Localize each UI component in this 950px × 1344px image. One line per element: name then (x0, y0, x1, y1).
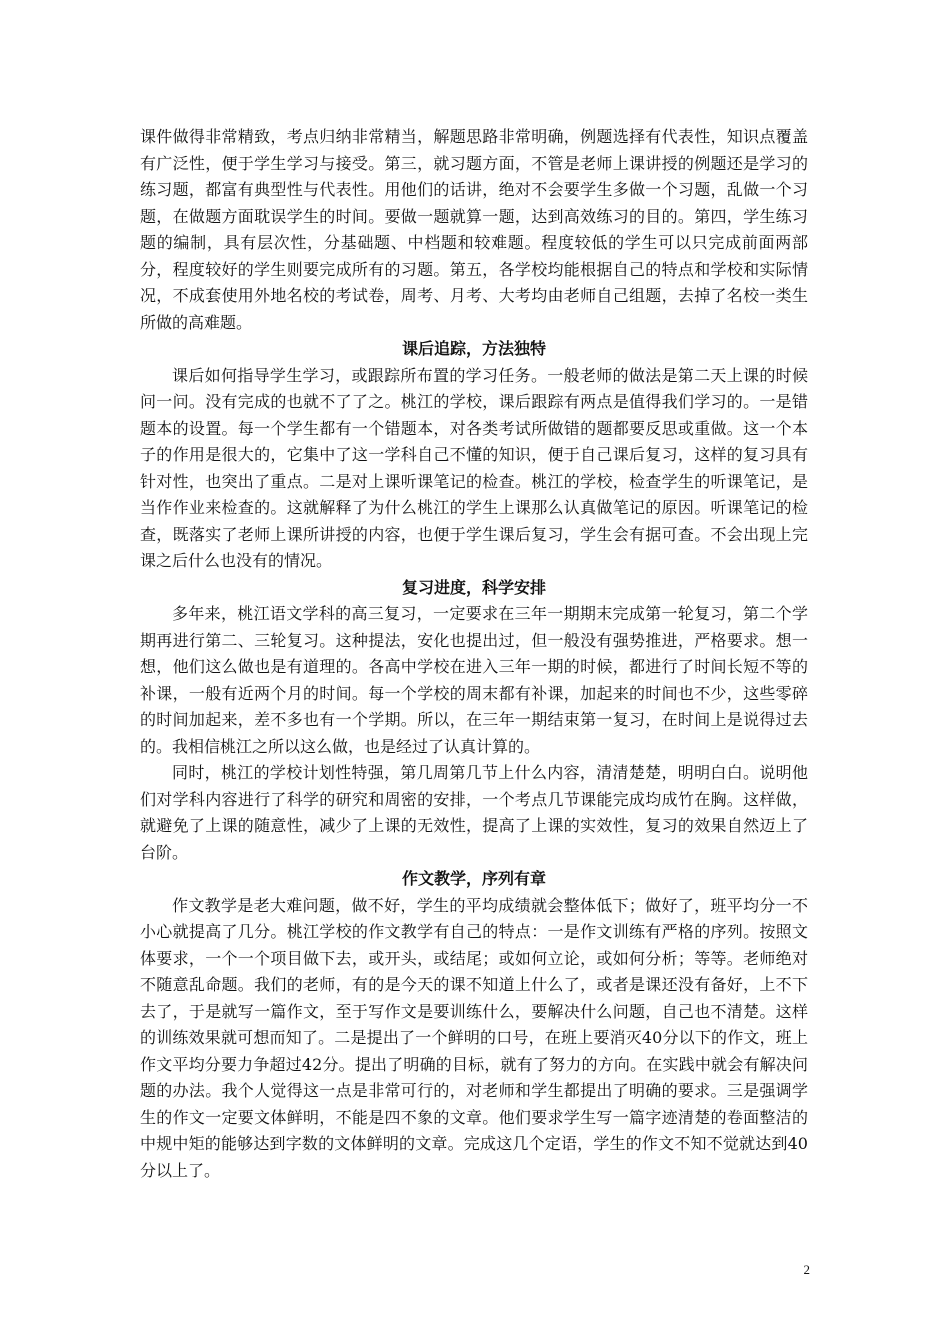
page-number: 2 (803, 1262, 810, 1277)
section-1-paragraph-1: 课后如何指导学生学习，或跟踪所布置的学习任务。一般老师的做法是第二天上课的时候问一问。没有完成的也就不了了之。桃江的学校，课后跟踪有两点是值得我们学习的。一是错题本的设置。每一个学生都有一个错题本，对各类考试所做错的题都要反思或重做。这一个本子的作用是很大的，它集中了这一学科自己不懂的知识，便于自己课后复习，这样的复习具有针对性，也突出了重点。二是对上课听课笔记的检查。桃江的学校，检查学生的听课笔记，是当作作业来检查的。这就解释了为什么桃江的学生上课那么认真做笔记的原因。听课笔记的检查，既落实了老师上课所讲授的内容，也便于学生课后复习，学生会有据可查。不会出现上完课之后什么也没有的情况。 (140, 365, 808, 570)
document-page (140, 124, 808, 1184)
section-title-review-schedule: 复习进度，科学安排 (401, 577, 546, 597)
intro-paragraph: 课件做得非常精致，考点归纳非常精当，解题思路非常明确，例题选择有代表性，知识点覆盖有广泛性，便于学生学习与接受。第三，就习题方面，不管是老师上课讲授的例题还是学习的练习题，都富有典型性与代表性。用他们的话讲，绝对不会要学生多做一个习题，乱做一个习题，在做题方面耽误学生的时间。要做一题就算一题，达到高效练习的目的。第四，学生练习题的编制，具有层次性，分基础题、中档题和较难题。程度较低的学生可以只完成前面两部分，程度较好的学生则要完成所有的习题。第五，各学校均能根据自己的特点和学校和实际情况，不成套使用外地名校的考试卷，周考、月考、大考均由老师自己组题，去掉了名校一类生所做的高难题。 (140, 127, 808, 332)
section-2-paragraph-2: 同时，桃江的学校计划性特强，第几周第几节上什么内容，清清楚楚，明明白白。说明他们对学科内容进行了科学的研究和周密的安排，一个考点几节课能完成均成竹在胸。这样做，就避免了上课的随意性，减少了上课的无效性，提高了上课的实效性，复习的效果自然迈上了台阶。 (140, 763, 808, 862)
section-3-paragraph-1: 作文教学是老大难问题，做不好，学生的平均成绩就会整体低下；做好了，班平均分一不小心就提高了几分。桃江学校的作文教学有自己的特点：一是作文训练有严格的序列。按照文体要求，一个一个项目做下去，或开头，或结尾；或如何立论，或如何分析；等等。老师绝对不随意乱命题。我们的老师，有的是今天的课不知道上什么了，或者是课还没有备好，上不下去了，于是就写一篇作文，至于写作文是要训练什么，要解决什么问题，自己也不清楚。这样的训练效果就可想而知了。二是提出了一个鲜明的口号，在班上要消灭40分以下的作文，班上作文平均分要力争超过42分。提出了明确的目标，就有了努力的方向。在实践中就会有解决问题的办法。我个人觉得这一点是非常可行的，对老师和学生都提出了明确的要求。三是强调学生的作文一定要文体鲜明，不能是四不象的文章。他们要求学生写一篇字迹清楚的卷面整洁的中规中矩的能够达到字数的文体鲜明的文章。完成这几个定语，学生的作文不知不觉就达到40分以上了。 (140, 895, 808, 1180)
section-title-writing-teaching: 作文教学，序列有章 (401, 869, 546, 888)
section-title-homework-tracking: 课后追踪，方法独特 (401, 339, 546, 358)
section-2-paragraph-1: 多年来，桃江语文学科的高三复习，一定要求在三年一期期末完成第一轮复习，第二个学期再进行第二、三轮复习。这种提法，安化也提出过，但一般没有强势推进，严格要求。想一想，他们这么做也是有道理的。各高中学校在进入三年一期的时候，都进行了时间长短不等的补课，一般有近两个月的时间。每一个学校的周末都有补课，加起来的时间也不少，这些零碎的时间加起来，差不多也有一个学期。所以，在三年一期结束第一复习，在时间上是说得过去的。我相信桃江之所以这么做，也是经过了认真计算的。 (140, 604, 808, 756)
